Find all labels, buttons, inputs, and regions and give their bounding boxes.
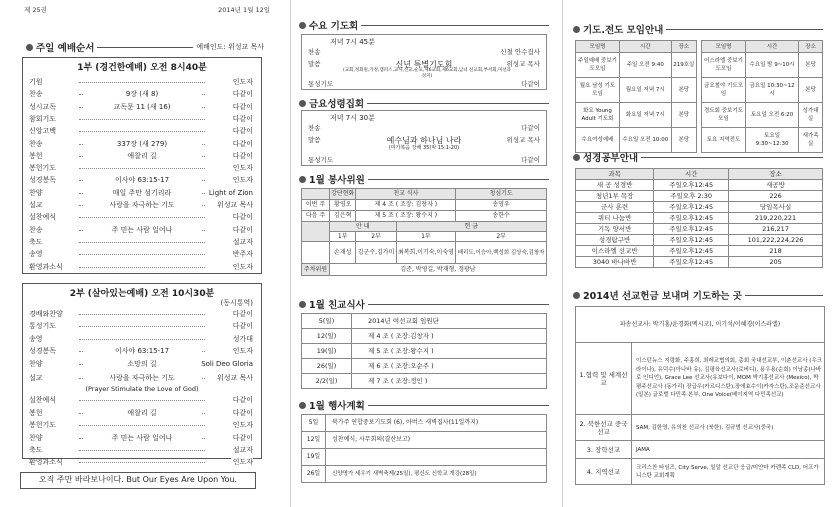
first-service-box bbox=[22, 57, 262, 274]
wednesday-time: 저녁 7시 45분 bbox=[330, 38, 375, 46]
table-row: 토요 지역전도 토요일 9:30~12:30 새가족실 bbox=[702, 128, 823, 153]
order-row: 봉헌 애찰리 길 다같이 bbox=[29, 151, 253, 160]
prayer-table-right: 모임명 시간 장소 어스라엘 중보기도모임 수요일 밤 9~10시 본당 금요철야 기도모임 금요일 10:30~12시 본당 경도회 중보기도모임 토요일 오전 6:20 성가대실 토요 지역전도 토요일 9:30~12:30 새가족실 bbox=[701, 40, 823, 153]
events-table bbox=[301, 414, 547, 483]
worship-order-heading: 주일 예배순서 예배인도: 위성교 목사 bbox=[26, 40, 264, 54]
table-row: 다음 주 김은혁 제 5 조 ( 조장: 왕수지 ) 송한수 bbox=[302, 211, 547, 222]
events-column bbox=[290, 0, 562, 507]
table-row: 청년1부 목장 주일오후 2:30 226 bbox=[576, 191, 823, 202]
order-row: 봉헌 애찰리 길 다같이 bbox=[29, 408, 253, 417]
wednesday-prayer-topics: (교회,정회원,가정,캠퍼스,교사,선교,순교,제6교회,제6교회,남녀 선교회,부서회,미션과성지) bbox=[342, 68, 512, 79]
table-row: 경도회 중보기도모임 토요일 오전 6:20 성가대실 bbox=[702, 103, 823, 128]
bulletin-date: 2014년 1월 12일 bbox=[218, 6, 270, 14]
order-row: 경배와찬양 다같이 bbox=[29, 310, 253, 318]
table-row: 3. 장학선교 JAMA bbox=[576, 441, 825, 459]
issue-number: 제 25권 bbox=[24, 6, 47, 14]
order-row: 찬송 주 믿는 사람 일어나 다같이 bbox=[29, 225, 253, 234]
friday-service-heading: 금요성령집회 bbox=[299, 96, 549, 110]
table-row: 4. 지역선교 크리스찬 타임즈, City Serve, 일알 선교단 응급/미얀마 카렌족 CLD, 어프가니스탄 교회계획 bbox=[576, 459, 825, 485]
order-row: 통성기도 다같이 bbox=[29, 322, 253, 331]
friday-service-box: 저녁 7시 30분 찬송 다같이 말씀 예수님과 하나님 나라 위성교 목사 (마가복음 강해 35(막 15:1-20) 통성기도 다같이 bbox=[301, 110, 547, 166]
prayer-table-left: 모임명 시간 장소 주일예배 중보기도모임 주일 오전 9:40 219호실 월요 남성 기도 모임 월요일 저녁 7시 본당 화요 Young Adult 기도회 화요일 저녁 7시 본당 수요여성예배 수요일 오전 10:00 본당 bbox=[575, 40, 697, 153]
table-row: 성경탐구반 주일오후12:45 101,222,224,226 bbox=[576, 235, 823, 246]
table-row: 12일 성찬예식, 사무회의(결산보고) bbox=[302, 432, 547, 449]
order-row: 축도 설교자 bbox=[29, 237, 253, 246]
section-bullet-icon bbox=[299, 176, 306, 183]
table-row: 주차위원 김준, 박영길, 박재형, 정광남 bbox=[302, 264, 547, 276]
table-row: 2. 북한선교 중국선교 SAM, 김한영, 유의천 선교사 (북한), 김규범 선교사(중국) bbox=[576, 415, 825, 441]
section-bullet-icon bbox=[573, 154, 580, 161]
wednesday-prayer-heading: 수요 기도회 bbox=[299, 18, 549, 32]
table-row: 기독 양서반 주일오후12:45 216,217 bbox=[576, 224, 823, 235]
prayer-meeting-heading: 기도.전도 모임안내 bbox=[573, 22, 823, 36]
service-volunteers-heading: 1월 봉사위원 bbox=[299, 172, 549, 186]
order-row: 기원 인도자 bbox=[29, 78, 253, 86]
table-row: 이번 주 황영오 제 4 조 ( 조장: 김창자 ) 송영우 bbox=[302, 200, 547, 211]
fellowship-meal-heading: 1월 친교식사 bbox=[299, 297, 549, 311]
order-row: 찬양 매일 주만 섬기리라 Light of Zion bbox=[29, 188, 253, 197]
order-row: 설교 사랑을 자극하는 기도 위성교 목사 bbox=[29, 201, 253, 209]
bible-study-table: 과목 시간 장소 새 공 성경반 주일오후12:45 새공방 청년1부 목장 주일오후 2:30 226 군사 훈련 주일오후12:45 당임목사실 쿼티 나눔반 주일오후12:45 219,220,221 기독 양서반 주일오후12:45 216,217 성경탐구반 주일오후12:45 101,222,224,226 이스라엘 선교반 주일오후12:45 218 3040 바나바반 주일오후12:45 205 bbox=[575, 168, 823, 268]
table-row: 군사 훈련 주일오후12:45 당임목사실 bbox=[576, 202, 823, 213]
order-row: 환영과소식 인도자 bbox=[29, 458, 253, 467]
table-row: 손재성 김군수,김가미 최복희,이기숙,이숙영 배리도,이승아,백성희 김상숙,김창자 bbox=[302, 242, 547, 264]
mission-heading: 2014년 선교헌금 보내며 기도하는 곳 bbox=[573, 288, 823, 302]
table-row: 19(일) 제 5 조 ( 조장:왕수지 ) bbox=[302, 344, 547, 359]
table-row: 화요 Young Adult 기도회 화요일 저녁 7시 본당 bbox=[576, 103, 697, 128]
bible-study-heading: 성경공부안내 bbox=[573, 150, 823, 164]
table-row: 2/2(일) 제 7 조 ( 조장:정인 ) bbox=[302, 374, 547, 389]
order-row: 찬송 9장 (새 8) 다같이 bbox=[29, 90, 253, 99]
section-bullet-icon bbox=[299, 100, 306, 107]
second-service-title: 2부 (살아있는예배) 오전 10시30분 bbox=[69, 289, 215, 299]
section-bullet-icon bbox=[573, 292, 580, 299]
mission-table bbox=[575, 306, 825, 485]
order-row: 성경봉독 이사야 63:15-17 인도자 bbox=[29, 347, 253, 356]
table-row: 3040 바나바반 주일오후12:45 205 bbox=[576, 257, 823, 268]
table-row: 월요 남성 기도 모임 월요일 저녁 7시 본당 bbox=[576, 78, 697, 103]
table-row: 새 공 성경반 주일오후12:45 새공방 bbox=[576, 180, 823, 191]
order-row: 찬양 소망의 길 Soli Deo Gloria bbox=[29, 359, 253, 368]
friday-scripture: (마가복음 강해 35(막 15:1-20) bbox=[388, 145, 460, 151]
order-row: 설교 사랑을 자극하는 기도 위성교 목사 bbox=[29, 374, 253, 382]
table-row: 수요여성예배 수요일 오전 10:00 본당 bbox=[576, 128, 697, 153]
friday-time: 저녁 7시 30분 bbox=[330, 114, 375, 122]
order-row: 성시교독 교독문 11 (새 16) 다같이 bbox=[29, 102, 253, 111]
order-row: 봉헌기도 인도자 bbox=[29, 421, 253, 430]
order-row: 송영 성가대 bbox=[29, 334, 253, 343]
table-row: 주일예배 중보기도모임 주일 오전 9:40 219호실 bbox=[576, 53, 697, 78]
order-row: 신앙고백 다같이 bbox=[29, 127, 253, 136]
table-row: 파송선교사: 박기홍/윤경화(멕시코), 이기석/이혜경(이스라엘) bbox=[576, 307, 825, 343]
table-row: 어스라엘 중보기도모임 수요일 밤 9~10시 본당 bbox=[702, 53, 823, 78]
section-bullet-icon bbox=[299, 402, 306, 409]
fellowship-table bbox=[301, 313, 547, 389]
second-service-box bbox=[22, 283, 262, 467]
table-row: 5일 북가주 연합중보기도회 (6), 아버스 새벽집사(11일까지) bbox=[302, 415, 547, 432]
order-row: 송영 반주자 bbox=[29, 250, 253, 259]
table-row: 12(일) 제 4 조 ( 조장:김창자 ) bbox=[302, 329, 547, 344]
section-bullet-icon bbox=[26, 44, 33, 51]
table-row: 1.협력 및 세계선교 이스턴뉴스 지령화, 주홍희, 최레교협의회, 총회 국내선교부, 이춘선교사 (우크라이나), 유덕수(아나바 유), 김평육선교사(로버디), 용우용(순회) 이남종(나바로 인디언), Grace Lee 선교사(유보다이, MOM 박기홍선교사 (Mexico), 박평주선교사 (동가리) 장급우(카르디스탄),장애효수이(카자스탄),조운준선교사(일본) 글로벌 다민족 본부, One Voice(베이지역 다민족선교) bbox=[576, 343, 825, 415]
table-row: 26(일) 제 6 조 ( 조장:오순주 ) bbox=[302, 359, 547, 374]
table-row: 쿼티 나눔반 주일오후12:45 219,220,221 bbox=[576, 213, 823, 224]
worship-column bbox=[0, 0, 290, 507]
order-row: 참회기도 다같이 bbox=[29, 114, 253, 123]
order-row: 찬송 337장 (새 279) 다같이 bbox=[29, 139, 253, 148]
section-bullet-icon bbox=[573, 26, 580, 33]
order-row: 봉헌기도 인도자 bbox=[29, 164, 253, 173]
interpretation-note: (동시통역) bbox=[220, 299, 253, 307]
order-row: 설찬예식 다같이 bbox=[29, 396, 253, 405]
table-row: 26일 신양명가 세우기 새벽축제(25일), 평신도 신학교 개강(28일) bbox=[302, 466, 547, 483]
order-row: 설찬예식 다같이 bbox=[29, 213, 253, 222]
section-bullet-icon bbox=[299, 301, 306, 308]
worship-leader: 예배인도: 위성교 목사 bbox=[196, 43, 264, 51]
first-service-title: 1부 (경건한예배) 오전 8시40분 bbox=[77, 63, 207, 73]
order-row: 축도 설교자 bbox=[29, 446, 253, 454]
table-row: 금요철야 기도모임 금요일 10:30~12시 본당 bbox=[702, 78, 823, 103]
info-column bbox=[562, 0, 835, 507]
sermon-english: (Prayer Stimulate the Love of God) bbox=[85, 385, 199, 393]
order-row: 찬양 주 믿는 사람 일어나 다같이 bbox=[29, 433, 253, 442]
volunteers-table: 강단현화 친교 식사 청심기도 이번 주 황영오 제 4 조 ( 조장: 김창자 ) 송영우 다음 주 김은혁 제 5 조 ( 조장: 왕수지 ) 송한수 안 내 헌 금 1부 2부 1부 2부 손재성 김군수,김가미 최복희,이기숙,이숙영 배리도,이승아,백성희 김상숙,김창자 주차위원 김준, 박영길, 박재형, 정광남 bbox=[301, 188, 547, 276]
footer-verse: 오직 주만 바라보나이다. But Our Eyes Are Upon You. bbox=[20, 472, 256, 489]
events-plan-heading: 1월 행사계획 bbox=[299, 398, 549, 412]
wednesday-prayer-box: 저녁 7시 45분 찬송 신철 안수집사 말씀 신년 특별기도회 위성교 목사 (교회,정회원,가정,캠퍼스,교사,선교,순교,제6교회,제6교회,남녀 선교회,부서회,미션과성지) 통성기도 다같이 bbox=[301, 34, 547, 90]
order-row: 성경봉독 이사야 63:15-17 인도자 bbox=[29, 176, 253, 185]
table-row: 5(일) 2014년 여선교회 임원단 bbox=[302, 314, 547, 329]
table-row: 19일 bbox=[302, 449, 547, 466]
order-row: 환영과소식 인도자 bbox=[29, 262, 253, 271]
table-row: 이스라엘 선교반 주일오후12:45 218 bbox=[576, 246, 823, 257]
section-bullet-icon bbox=[299, 22, 306, 29]
